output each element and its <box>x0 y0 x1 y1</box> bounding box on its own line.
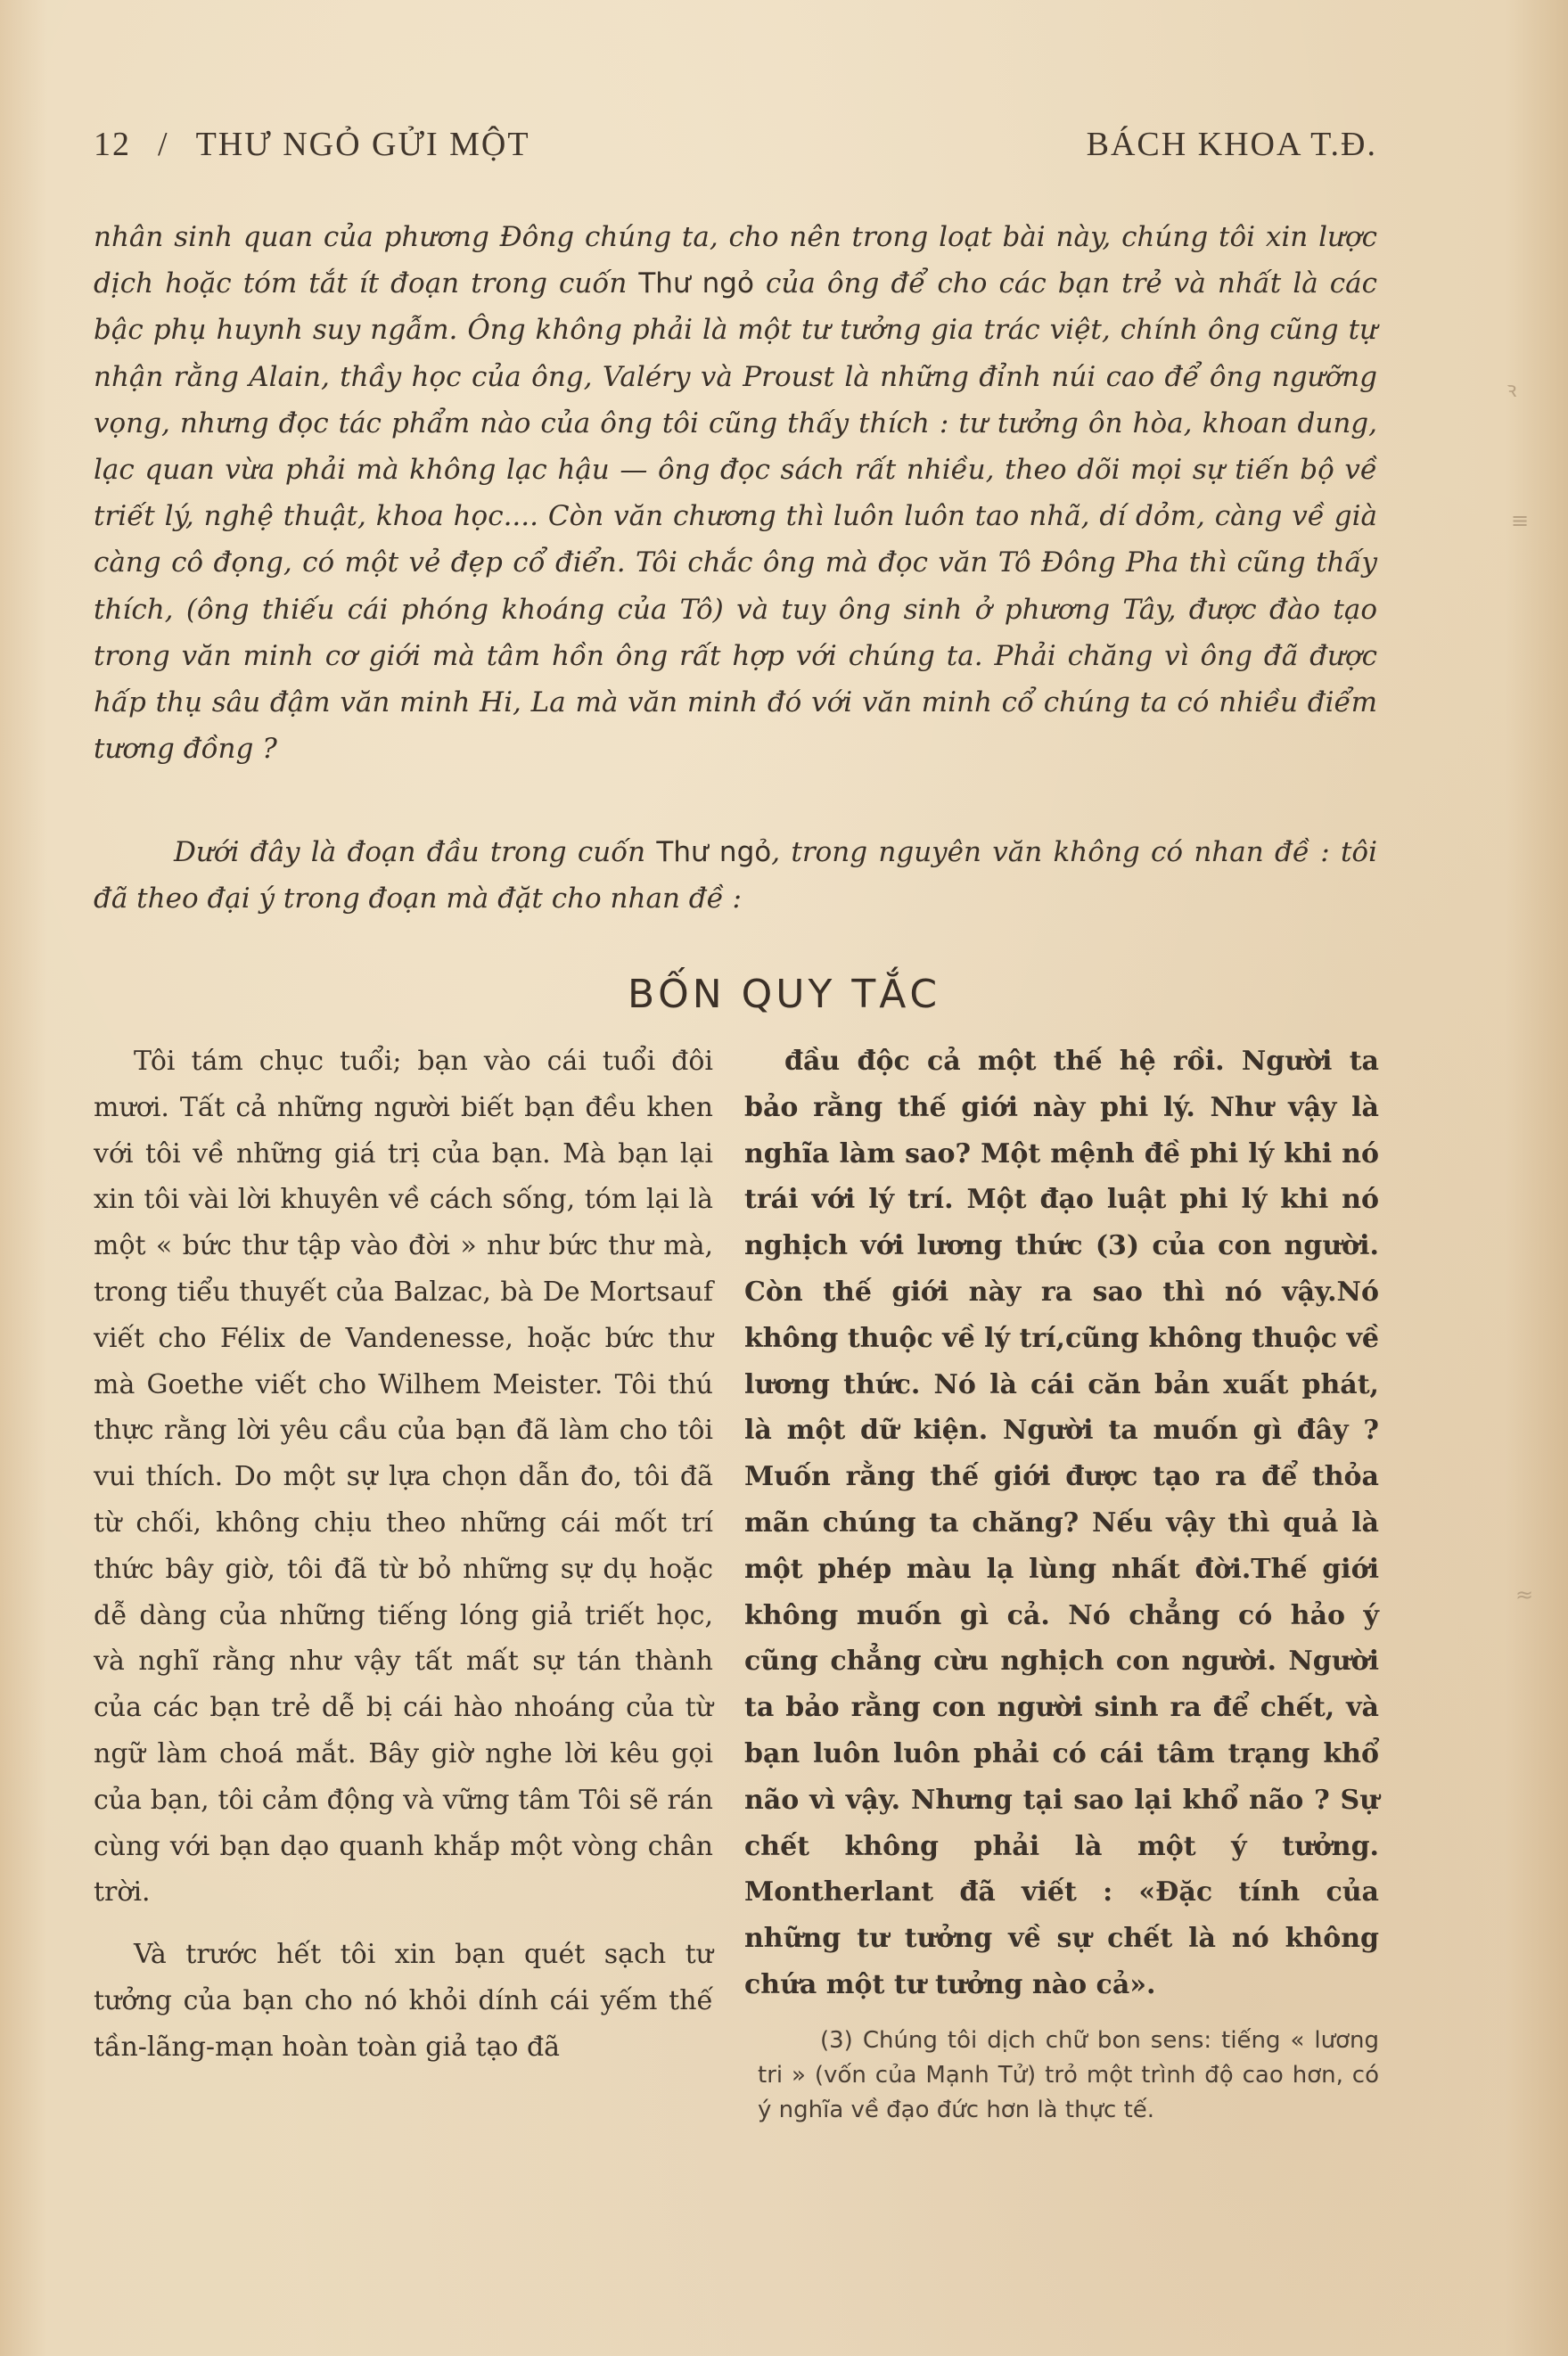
page-number: 12 <box>94 126 131 163</box>
left-paragraph-1: Tôi tám chục tuổi; bạn vào cái tuổi đôi mươi. Tất cả những người biết bạn đều khen với tôi về những giá trị của bạn. Mà bạn lại xin tôi vài lời khuyên về cách sống, tóm lại là một « bức thư tập vào đời » như bức thư mà, trong tiểu thuyết của Balzac, bà De Mortsauf viết cho Félix de Vandenesse, hoặc bức thư mà Goethe viết cho Wilhem Meister. Tôi thú thực rằng lời yêu cầu của bạn đã làm cho tôi vui thích. Do một sự lựa chọn dẫn đo, tôi đã từ chối, không chịu theo những cái mốt trí thức bây giờ, tôi đã từ bỏ những sự dụ hoặc dễ dàng của những tiếng lóng giả triết học, và nghĩ rằng như vậy tất mất sự tán thành của các bạn trẻ dễ bị cái hào nhoáng của từ ngữ làm choá mắt. Bây giờ nghe lời kêu gọi của bạn, tôi cảm động và vững tâm Tôi sẽ rán cùng với bạn dạo quanh khắp một vòng chân trời. <box>94 1046 713 1909</box>
intro-text-part2: của ông để cho các bạn trẻ và nhất là các bậc phụ huynh suy ngẫm. Ông không phải là một tư tưởng gia trác việt, chính ông cũng tự nhận rằng Alain, thầy học của ông, Valéry và Proust là những đỉnh núi cao để ông ngưỡng vọng, nhưng đọc tác phẩm nào của ông tôi cũng thấy thích : tư tưởng ôn hòa, khoan dung, lạc quan vừa phải mà không lạc hậu — ông đọc sách rất nhiều, theo dõi mọi sự tiến bộ về triết lý, nghệ thuật, khoa học.... Còn văn chương thì luôn luôn tao nhã, dí dỏm, càng về già càng cô đọng, có một vẻ đẹp cổ điển. Tôi chắc ông mà đọc văn Tô Đông Pha thì cũng thấy thích, (ông thiếu cái phóng khoáng của Tô) và tuy ông sinh ở phương Tây, được đào tạo trong văn minh cơ giới mà tâm hồn ông rất hợp với chúng ta. Phải chăng vì ông đã được hấp thụ sâu đậm văn minh Hi, La mà văn minh đó với văn minh cổ chúng ta có nhiều điểm tương đồng ? <box>94 267 1377 766</box>
margin-mark-3: ≈ <box>1515 1582 1534 1607</box>
intro2-text-part2: , trong nguyên văn không có nhan đề : tôi đã theo đại ý trong đoạn mà đặt cho nhan đề : <box>94 836 1377 915</box>
intro-paragraph-2 <box>94 829 1377 922</box>
book-title-1: Thư ngỏ <box>638 267 754 300</box>
publication-name: BÁCH KHOA T.Đ. <box>1086 126 1377 163</box>
book-title-2: Thư ngỏ <box>656 836 772 868</box>
margin-mark-1: ꝛ <box>1506 377 1517 402</box>
left-paragraph-2: Và trước hết tôi xin bạn quét sạch tư tưởng của bạn cho nó khỏi dính cái yếm thế tần-lãng-mạn hoàn toàn giả tạo đã <box>94 1939 713 2063</box>
intro2-text <box>94 829 1377 922</box>
left-column <box>94 1038 713 2071</box>
footnote <box>758 2024 1379 2128</box>
intro2-text-part1: Dưới đây là đoạn đầu trong cuốn <box>174 836 657 868</box>
running-title: THƯ NGỎ GỬI MỘT <box>195 126 530 163</box>
running-header <box>94 125 1377 178</box>
intro-paragraph <box>94 214 1377 772</box>
right-paragraph-1: đầu độc cả một thế hệ rồi. Người ta bảo rằng thế giới này phi lý. Như vậy là nghĩa làm sao? Một mệnh đề phi lý khi nó trái với lý trí. Một đạo luật phi lý khi nó nghịch với lương thức (3) của con người. Còn thế giới này ra sao thì nó vậy.Nó không thuộc về lý trí,cũng không thuộc về lương thức. Nó là cái căn bản xuất phát, là một dữ kiện. Người ta muốn gì đây ? Muốn rằng thế giới được tạo ra để thỏa mãn chúng ta chăng? Nếu vậy thì quả là một phép màu lạ lùng nhất đời.Thế giới không muốn gì cả. Nó chẳng có hảo ý cũng chẳng cừu nghịch con người. Người ta bảo rằng con người sinh ra để chết, và bạn luôn luôn phải có cái tâm trạng khổ não vì vậy. Nhưng tại sao lại khổ não ? Sự chết không phải là một ý tưởng. Montherlant đã viết : «Đặc tính của những tư tưởng về sự chết là nó không chứa một tư tưởng nào cả». <box>744 1046 1379 2000</box>
margin-mark-2: ≡ <box>1511 508 1530 533</box>
footnote-text: (3) Chúng tôi dịch chữ bon sens: tiếng « lương tri » (vốn của Mạnh Tử) trỏ một trình độ cao hơn, có ý nghĩa về đạo đức hơn là thực tế. <box>758 2027 1379 2123</box>
section-title: BỐN QUY TẮC <box>627 972 941 1017</box>
right-column <box>744 1038 1379 2008</box>
intro-text <box>94 214 1377 772</box>
intro-text-part1: nhân sinh quan của phương Đông chúng ta, cho nên trong loạt bài này, chúng tôi xin lược dịch hoặc tóm tắt ít đoạn trong cuốn <box>94 221 1377 300</box>
header-separator: / <box>158 126 169 163</box>
header-left <box>94 125 530 164</box>
